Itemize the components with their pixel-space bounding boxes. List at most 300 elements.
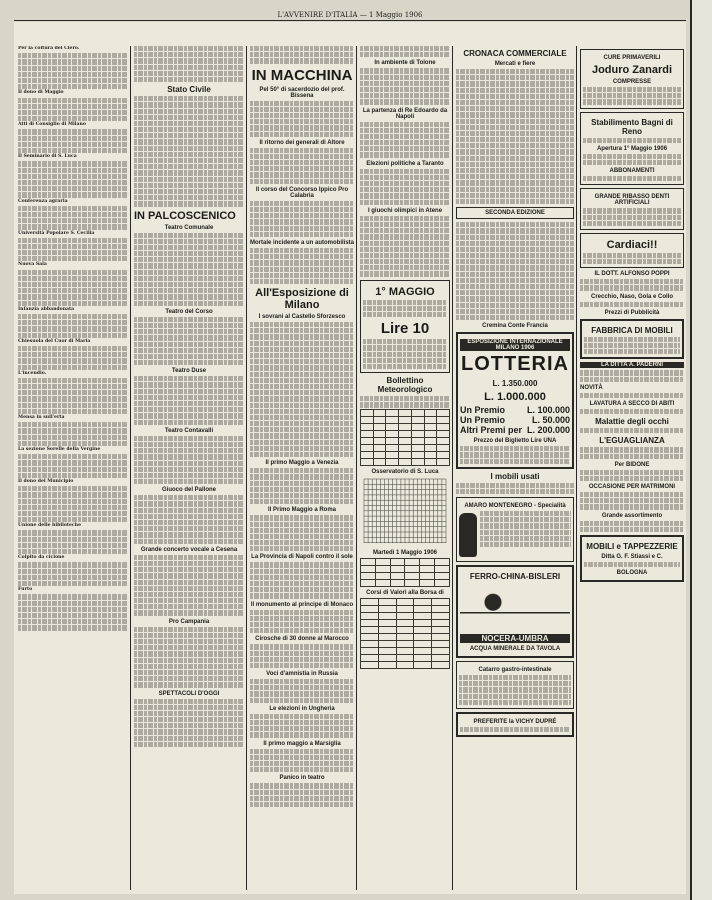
text-line [18, 84, 128, 89]
table-cell [414, 647, 432, 654]
news-item-title: Il dono di Maggio [18, 90, 64, 96]
text-line [18, 72, 128, 77]
text-line [134, 573, 244, 578]
text-line [134, 164, 244, 169]
table-cell [414, 612, 432, 619]
text-line [18, 180, 128, 185]
table-cell [405, 572, 420, 579]
text-line [250, 101, 354, 106]
text-line [250, 226, 354, 231]
text-line [134, 461, 244, 466]
text-line [456, 75, 574, 80]
text-line [18, 59, 128, 64]
table-cell [432, 619, 450, 626]
table-cell [378, 605, 396, 612]
text-line [134, 245, 244, 250]
text-line [18, 358, 128, 363]
table-cell [386, 430, 399, 437]
text-line [456, 69, 574, 74]
text-line [456, 125, 574, 130]
text-line [18, 333, 128, 338]
table-cell [420, 565, 435, 572]
table-cell [378, 633, 396, 640]
text-line [134, 96, 244, 101]
text-line [134, 705, 244, 710]
text-line [134, 467, 244, 472]
text-line [250, 569, 354, 574]
text-line [134, 717, 244, 722]
table-cell [396, 626, 414, 633]
table-cell [396, 647, 414, 654]
text-line [134, 276, 244, 281]
table-cell [420, 579, 435, 586]
table-cell [420, 558, 435, 565]
news-heading: I giuochi olimpici in Atene [367, 207, 443, 214]
text-line [456, 187, 574, 192]
bidone-heading: Per BIDONE [614, 461, 650, 468]
news-item-title: Chiesuola del Cuor di Maria [18, 338, 91, 344]
text-line [250, 166, 354, 171]
news-item-title: Conferenza agraria [18, 198, 68, 204]
text-line [456, 290, 574, 295]
crecchio-heading: Crecchio, Naso, Gola e Collo [590, 293, 674, 300]
text-line [134, 189, 244, 194]
text-line [250, 279, 354, 284]
text-line [134, 561, 244, 566]
text-line [250, 610, 354, 615]
table-cell [414, 626, 432, 633]
text-line [250, 421, 354, 426]
text-line [250, 540, 354, 545]
table-cell [386, 416, 399, 423]
prize-row [460, 425, 570, 435]
news-heading: Mortale incidente a un automobilista [250, 239, 354, 246]
text-line [250, 427, 354, 432]
table-cell [432, 626, 450, 633]
table-cell [411, 444, 424, 451]
table-cell [378, 654, 396, 661]
text-line [18, 98, 128, 103]
meteo-summary-table [360, 558, 450, 587]
table-cell [396, 640, 414, 647]
text-line [134, 742, 244, 747]
text-line [18, 206, 128, 211]
table-cell [399, 430, 412, 437]
table-cell [405, 558, 420, 565]
text-line [18, 314, 128, 319]
text-line [250, 749, 354, 754]
text-line [250, 657, 354, 662]
text-line [18, 390, 128, 395]
text-line [360, 200, 450, 205]
text-line [134, 448, 244, 453]
text-line [134, 501, 244, 506]
text-line [18, 473, 128, 478]
text-line [18, 174, 128, 179]
table-cell [437, 437, 450, 444]
text-line [134, 177, 244, 182]
teatro-heading: Teatro del Corso [165, 308, 213, 315]
news-heading: La Provincia di Napoli contro il sole [251, 554, 353, 561]
text-line [134, 288, 244, 293]
news-item-title: Il Seminario di S. Luca [18, 154, 77, 160]
text-line [456, 309, 574, 314]
text-line [360, 146, 450, 151]
table-cell [361, 451, 374, 458]
acqua-heading: ACQUA MINERALE DA TAVOLA [469, 646, 561, 653]
text-line [18, 129, 128, 134]
text-line [250, 616, 354, 621]
esposizione-banner: ESPOSIZIONE INTERNAZIONALE MILANO 1906 [460, 339, 570, 351]
text-line [456, 106, 574, 111]
text-line [360, 152, 450, 157]
text-line [134, 294, 244, 299]
table-cell [432, 647, 450, 654]
text-line [18, 441, 128, 446]
text-line [18, 161, 128, 166]
text-line [250, 651, 354, 656]
text-line [18, 116, 128, 121]
column-rule [452, 46, 453, 890]
text-line [18, 613, 128, 618]
text-line [134, 335, 244, 340]
biglietto-price: Prezzo del Biglietto Lire UNA [473, 438, 557, 445]
news-heading: Voci d'amnistia in Russia [266, 671, 338, 678]
text-line [360, 265, 450, 270]
news-item-title: Infanzia abbandonata [18, 306, 75, 312]
denti-ad [580, 188, 684, 230]
table-cell [424, 451, 437, 458]
joduro-ad [580, 49, 684, 109]
text-line [456, 247, 574, 252]
text-line [18, 384, 128, 389]
table-cell [390, 579, 405, 586]
text-line [250, 562, 354, 567]
text-line [18, 301, 128, 306]
prize-row [460, 415, 570, 425]
news-heading: Il corso del Concorso Ippico Pro Calabria [255, 186, 349, 199]
table-cell [424, 409, 437, 416]
prize-value: L. 200.000 [526, 425, 570, 436]
palcoscenico-heading: IN PALCOSCENICO [134, 209, 236, 222]
text-line [250, 732, 354, 737]
text-line [250, 755, 354, 760]
text-line [134, 239, 244, 244]
text-line [250, 219, 354, 224]
text-line [134, 514, 244, 519]
concerto-heading: Grande concerto vocale a Cesena [140, 546, 238, 553]
column-2 [134, 46, 244, 890]
mobili-usati-heading: I mobili usati [490, 471, 540, 481]
table-cell [414, 640, 432, 647]
text-line [250, 481, 354, 486]
stiassi-heading: Ditta G. F. Stiassi e C. [601, 554, 663, 560]
primo-maggio-box [360, 280, 450, 374]
esposizione-heading: All'Esposizione di Milano [255, 287, 349, 312]
prize-value: L. 50.000 [531, 415, 570, 426]
table-cell [361, 437, 374, 444]
poppi-heading: IL DOTT. ALFONSO POPPI [594, 271, 670, 278]
meteo-table [360, 409, 450, 466]
text-line [134, 520, 244, 525]
text-line [134, 317, 244, 322]
text-line [250, 396, 354, 401]
text-line [134, 360, 244, 365]
text-line [134, 133, 244, 138]
text-line [18, 511, 128, 516]
text-line [18, 543, 128, 548]
table-cell [424, 437, 437, 444]
text-line [134, 282, 244, 287]
text-line [18, 142, 128, 147]
news-heading: Cirosche di 30 donne al Marocco [255, 636, 349, 643]
table-cell [361, 598, 379, 605]
text-line [134, 532, 244, 537]
table-cell [432, 605, 450, 612]
text-line [134, 301, 244, 306]
text-line [250, 790, 354, 795]
cardiaci-heading: Cardiaci!! [606, 238, 658, 251]
osservatorio-heading: Osservatorio di S. Luca [371, 468, 439, 475]
meteo-date: Martedì 1 Maggio 1906 [372, 549, 438, 556]
table-cell [435, 579, 450, 586]
text-line [250, 522, 354, 527]
news-heading: Il monumento al principe di Monaco [250, 601, 354, 608]
text-line [18, 110, 128, 115]
table-cell [396, 654, 414, 661]
text-line [250, 415, 354, 420]
text-line [360, 222, 450, 227]
text-line [18, 192, 128, 197]
text-line [456, 162, 574, 167]
cremina-heading: Cremina Conte Francia [482, 323, 548, 330]
eguaglianza-heading: L'EGUAGLIANZA [599, 436, 665, 446]
text-line [134, 473, 244, 478]
bagni-heading: Stabilimento Bagni di Reno [591, 117, 673, 136]
table-cell [361, 572, 376, 579]
text-line [456, 222, 574, 227]
text-line [134, 633, 244, 638]
column-5 [456, 46, 574, 890]
text-line [18, 288, 128, 293]
text-line [134, 329, 244, 334]
text-line [18, 320, 128, 325]
table-cell [399, 416, 412, 423]
text-line [18, 492, 128, 497]
text-line [360, 247, 450, 252]
text-line [456, 81, 574, 86]
table-cell [390, 565, 405, 572]
text-line [134, 526, 244, 531]
text-line [250, 409, 354, 414]
table-cell [432, 633, 450, 640]
text-line [250, 802, 354, 807]
table-cell [399, 458, 412, 465]
primo-maggio-heading: 1° MAGGIO [375, 285, 435, 298]
text-line [134, 479, 244, 484]
mobili-tappezzerie-heading: MOBILI e TAPPEZZERIE [586, 542, 678, 551]
text-line [360, 241, 450, 246]
text-line [456, 193, 574, 198]
text-line [456, 112, 574, 117]
text-line [18, 575, 128, 580]
text-line [134, 664, 244, 669]
text-line [250, 160, 354, 165]
table-cell [437, 430, 450, 437]
text-line [250, 433, 354, 438]
text-line [134, 407, 244, 412]
text-line [360, 128, 450, 133]
text-line [134, 627, 244, 632]
prize-label: Un Premio [460, 415, 506, 426]
text-line [250, 622, 354, 627]
table-cell [361, 416, 374, 423]
text-line [250, 628, 354, 633]
text-line [250, 248, 354, 253]
text-line [456, 235, 574, 240]
text-line [134, 598, 244, 603]
text-line [18, 403, 128, 408]
text-line [250, 698, 354, 703]
text-line [18, 326, 128, 331]
text-line [134, 442, 244, 447]
table-cell [373, 423, 386, 430]
table-cell [411, 458, 424, 465]
text-line [134, 158, 244, 163]
text-line [18, 505, 128, 510]
text-line [134, 508, 244, 513]
text-line [134, 121, 244, 126]
text-line [360, 253, 450, 258]
table-cell [414, 661, 432, 668]
prize-label: Altri Premi per [460, 425, 523, 436]
prize-label: Un Premio [460, 405, 506, 416]
text-line [134, 139, 244, 144]
text-line [250, 132, 354, 137]
table-cell [378, 661, 396, 668]
text-line [134, 413, 244, 418]
news-item-title: Per la coltura del Clero. [18, 46, 80, 51]
text-line [18, 212, 128, 217]
table-cell [386, 409, 399, 416]
text-line [250, 761, 354, 766]
text-line [250, 347, 354, 352]
seconda-edizione-heading: SECONDA EDIZIONE [456, 207, 574, 219]
text-line [18, 294, 128, 299]
news-heading: Il primo Maggio a Venezia [265, 460, 339, 467]
text-line [250, 714, 354, 719]
table-cell [378, 619, 396, 626]
lavatura-heading: LAVATURA A SECCO DI ABITI [589, 400, 675, 407]
news-heading: La partenza di Re Edoardo da Napoli [362, 107, 448, 120]
text-line [134, 251, 244, 256]
text-line [360, 75, 450, 80]
text-line [134, 420, 244, 425]
text-line [134, 201, 244, 206]
text-line [250, 254, 354, 259]
joduro-heading: Joduro Zanardi [591, 64, 673, 76]
text-line [250, 487, 354, 492]
text-line [250, 726, 354, 731]
table-cell [437, 423, 450, 430]
table-cell [411, 409, 424, 416]
text-line [134, 233, 244, 238]
text-line [18, 365, 128, 370]
text-line [134, 257, 244, 262]
table-cell [361, 458, 374, 465]
text-line [134, 342, 244, 347]
lotteria-ad [456, 332, 574, 469]
text-line [134, 711, 244, 716]
news-item-title: La sezione Sorelle della Vergine [18, 446, 101, 452]
news-item-title: Atti di Consiglio di Milano [18, 122, 86, 128]
table-cell [373, 444, 386, 451]
text-line [456, 199, 574, 204]
table-cell [399, 409, 412, 416]
page-edge [690, 0, 712, 900]
text-line [360, 122, 450, 127]
text-line [18, 250, 128, 255]
text-line [456, 94, 574, 99]
text-line [18, 530, 128, 535]
table-cell [361, 444, 374, 451]
table-cell [424, 416, 437, 423]
text-line [360, 52, 450, 57]
fabbrica-ad [580, 319, 684, 360]
table-cell [390, 558, 405, 565]
text-line [134, 195, 244, 200]
text-line [250, 474, 354, 479]
text-line [250, 125, 354, 130]
text-line [134, 592, 244, 597]
text-line [134, 651, 244, 656]
table-cell [414, 633, 432, 640]
table-cell [414, 598, 432, 605]
text-line [134, 604, 244, 609]
text-line [456, 253, 574, 258]
text-line [134, 323, 244, 328]
table-cell [373, 416, 386, 423]
nocera-heading: NOCERA-UMBRA [460, 634, 570, 643]
table-cell [361, 654, 379, 661]
text-line [456, 88, 574, 93]
table-cell [373, 437, 386, 444]
cronaca-heading: CRONACA COMMERCIALE [463, 49, 567, 58]
text-line [134, 567, 244, 572]
text-line [456, 284, 574, 289]
table-cell [399, 451, 412, 458]
text-line [360, 259, 450, 264]
teatro-heading: Giuoco del Pallone [161, 487, 216, 494]
text-line [18, 537, 128, 542]
table-cell [373, 409, 386, 416]
table-cell [386, 458, 399, 465]
text-line [18, 422, 128, 427]
stato-civile-heading: Stato Civile [167, 85, 211, 95]
text-line [134, 102, 244, 107]
text-line [18, 352, 128, 357]
text-line [250, 322, 354, 327]
table-cell [373, 430, 386, 437]
text-line [250, 685, 354, 690]
news-item-title: Furto [18, 587, 33, 593]
table-cell [361, 409, 374, 416]
text-line [360, 140, 450, 145]
table-cell [361, 605, 379, 612]
text-line [250, 113, 354, 118]
table-cell [437, 451, 450, 458]
text-line [134, 610, 244, 615]
